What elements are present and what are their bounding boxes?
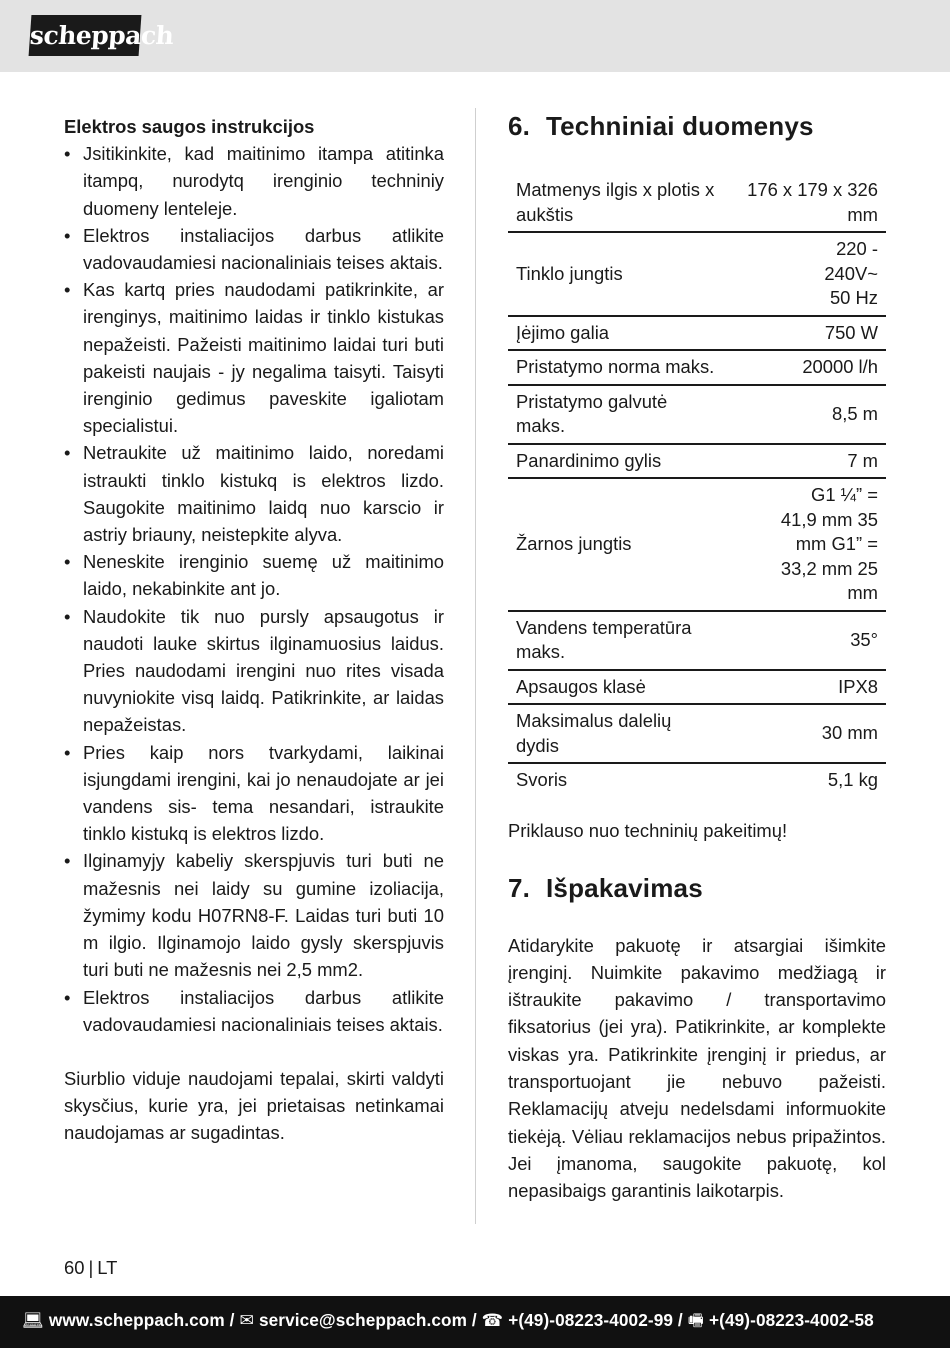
table-row [508,444,886,479]
table-row [508,174,886,232]
table-row [508,670,886,705]
spec-key: Tinklo jungtis [516,262,623,284]
list-item: • Pries kaip nors tvarkydami, laikinai isjungdami irengini, kai jo nenaudojate ar jei vandens sis- tema nesandari, istraukite tinklo kistukq is elektros lizdo. [64,739,444,848]
spec-key: Matmenys ilgis x plotis x aukštis [516,179,715,225]
spec-key: Įėjimo galia [516,321,610,343]
spec-value: 7 m [847,449,878,471]
table-row [508,350,886,385]
contact-footer: 💻︎ www.scheppach.com / ✉︎ service@scheppach.com / ☎︎ +(49)-08223-4002-99 / 🖷︎ +(49)-08223-4002-58 [0,1296,950,1348]
computer-icon: 💻︎ [22,1310,44,1330]
spec-value: 8,5 m [832,402,878,424]
bullet-icon: • [64,850,71,872]
phone-number: +(49)-08223-4002-99 [508,1310,674,1330]
spec-value: G1 ¼” = 41,9 mm 35 mm G1” = 33,2 mm 25 mm [780,484,878,603]
bullet-icon: • [64,551,71,573]
list-item: • Kas kartq pries naudodami patikrinkite, ar irenginys, maitinimo laidas ir tinklo kistukas nepažeisti. Pažeisti maitinimo laidai turi buti pakeisti naujais - jy negalima taisyti. Taisyti irenginio gedimus paveskite igaliotam specialistui. [64,276,444,439]
table-row [508,232,886,316]
spec-value: 750 W [824,321,878,343]
technical-data-table [508,174,886,797]
left-column [64,113,444,1147]
spec-key: Svoris [516,769,568,790]
spec-key: Pristatymo norma maks. [516,356,715,377]
spec-value: 5,1 kg [827,769,878,790]
list-item: • Ilginamyjy kabeliy skerspjuvis turi buti ne mažesnis nei laidy su gumine izoliacija, žymimy kodu H07RN8-F. Laidas turi buti 10 m ilgio. Ilginamojo laido gysly skerspjuvis turi buti ne mažesnis nei 2,5 mm2. [64,847,444,983]
bullet-icon: • [64,605,71,627]
table-row [508,763,886,797]
spec-value: 176 x 179 x 326 mm [747,179,878,225]
bullet-icon: • [64,741,71,763]
page-number: 60 | LT [64,1257,118,1278]
spec-key: Maksimalus dalelių dydis [516,710,672,756]
list-item: • Elektros instaliacijos darbus atlikite vadovaudamiesi nacionaliniais teises aktais. [64,984,444,1038]
list-item: • Netraukite už maitinimo laido, noredami istraukti tinklo kistukq is elektros lizdo. Saugokite maitinimo laidq nuo karscio ir astriy briauny, neistepkite alyva. [64,439,444,548]
spec-value: 35° [850,628,878,650]
list-item: • Jsitikinkite, kad maitinimo itampa atitinka itampq, nurodytq irenginio techniniy duomeny lenteleje. [64,140,444,222]
right-column [508,108,886,1204]
fax-icon: 🖷︎ [687,1310,705,1330]
page-header [0,0,950,72]
spec-value: 220 - 240V~ 50 Hz [824,238,879,308]
safety-bullet-list [64,140,444,1038]
spec-value: IPX8 [838,675,878,697]
table-row [508,611,886,670]
scheppach-logo: scheppach [29,15,142,56]
bullet-icon: • [64,143,71,165]
table-row [508,704,886,763]
email-link[interactable]: service@scheppach.com [258,1310,467,1330]
spec-key: Pristatymo galvutė maks. [516,390,668,436]
table-row [508,478,886,611]
list-item: • Neneskite irenginio suemę už maitinimo laido, nekabinkite ant jo. [64,548,444,602]
bullet-icon: • [64,986,71,1008]
section-6-title: 6. Techniniai duomenys [508,111,814,141]
fax-number: +(49)-08223-4002-58 [709,1310,874,1330]
list-item: • Naudokite tik nuo pursly apsaugotus ir naudoti lauke skirtus ilginamuosius laidus. Pries naudodami irengini nuo rites visada nuvyniokite visq laidq. Patikrinkite, ar laidas nepažeistas. [64,603,444,739]
section-7-title: 7. Išpakavimas [508,872,703,903]
envelope-icon: ✉︎ [239,1310,254,1330]
column-divider [475,108,476,1224]
spec-key: Žarnos jungtis [516,533,632,554]
unpacking-text: Atidarykite pakuotę ir atsargiai išimkite įrenginį. Nuimkite pakavimo medžiagą ir ištraukite pakavimo / transportavimo fiksatorius (jei yra). Patikrinkite, ar komplekte viskas yra. Patikrinkite įrenginį ir priedus, ar transportuojant jie nebuvo pažeisti. Reklamacijų atveju nedelsdami informuokite tiekėją. Vėliau reklamacijos nebus pripažintos. Jei įmanoma, saugokite pakuotę, kol nepasibaigs garantinis laikotarpis. [508,934,886,1202]
phone-icon: ☎︎ [481,1310,504,1330]
bullet-icon: • [64,279,71,301]
safety-heading: Elektros saugos instrukcijos [64,116,315,137]
spec-value: 20000 l/h [802,356,878,377]
technical-changes-note: Priklauso nuo techninių pakeitimų! [508,819,788,841]
spec-key: Panardinimo gylis [516,449,662,471]
table-row [508,316,886,351]
spec-key: Vandens temperatūra maks. [516,616,692,662]
website-link[interactable]: www.scheppach.com [48,1310,225,1330]
list-item: • Elektros instaliacijos darbus atlikite vadovaudamiesi nacionaliniais teises aktais. [64,222,444,276]
table-row [508,385,886,444]
spec-key: Apsaugos klasė [516,675,646,697]
bullet-icon: • [64,442,71,464]
bullet-icon: • [64,224,71,246]
spec-value: 30 mm [821,722,878,744]
lubricant-note: Siurblio viduje naudojami tepalai, skirti valdyti skysčius, kurie yra, jei prietaisas netinkamai naudojamas ar sugadintas. [64,1067,444,1144]
